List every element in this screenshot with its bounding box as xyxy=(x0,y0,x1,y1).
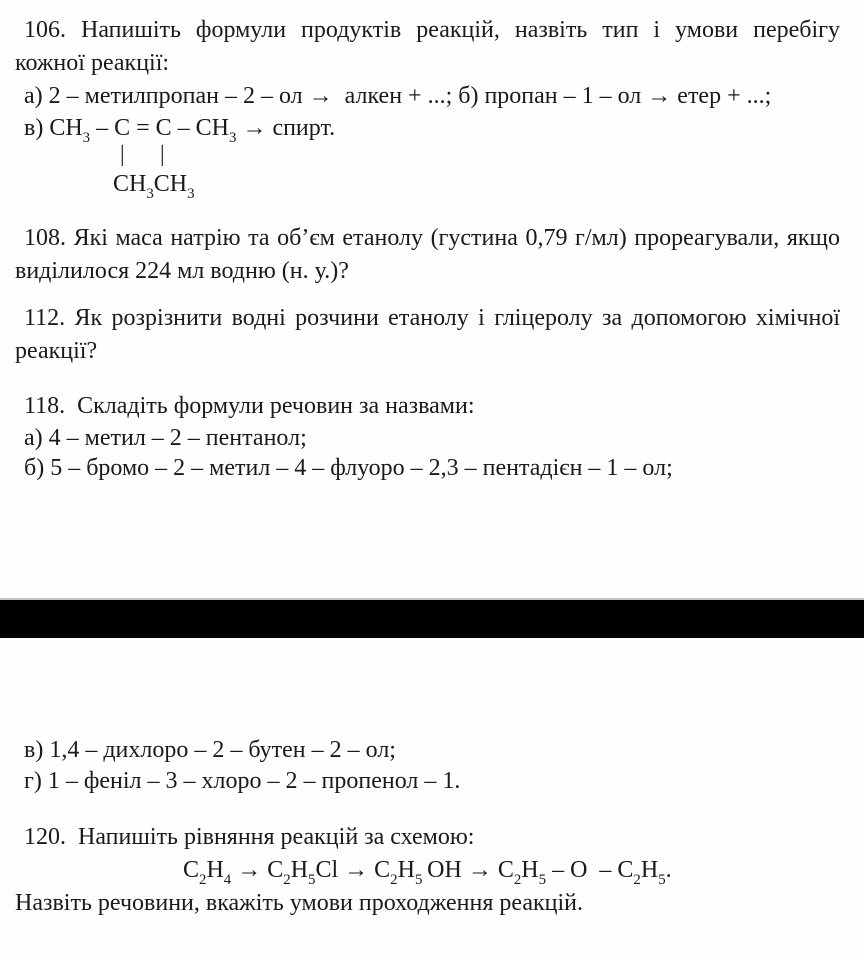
structural-formula-bonds xyxy=(15,143,840,169)
problem-118-item-b: б) 5 – бромо – 2 – метил – 4 – флуоро – 2,3 – пентадієн – 1 – ол; xyxy=(24,455,673,481)
problem-118-heading: 118. Складіть формули речовин за назвами: xyxy=(24,393,475,419)
problem-106-item-a-b: а) 2 – метилпропан – 2 – ол → алкен + ...; б) пропан – 1 – ол → етер + ...; xyxy=(24,83,772,109)
problem-112-line-1: 112. Як розрізнити водні розчини етанолу і гліцеролу за допомогою хімічної xyxy=(24,305,840,331)
problem-108-line-2: виділилося 224 мл водню (н. у.)? xyxy=(15,258,349,284)
bond-line-right: | xyxy=(160,141,165,166)
problem-108-line-1: 108. Які маса натрію та об’єм етанолу (густина 0,79 г/мл) прореагували, якщо xyxy=(24,225,840,251)
structural-formula-substituents: $CH_3CH_3$ xyxy=(113,171,195,202)
problem-118-item-v: в) 1,4 – дихлоро – 2 – бутен – 2 – ол; xyxy=(24,737,396,763)
problem-112-line-2: реакції? xyxy=(15,338,98,364)
problem-106-item-v-formula: в) $CH_3 - C = C - CH_3$ → спирт. xyxy=(24,115,336,146)
problem-120-tail: Назвіть речовини, вкажіть умови проходження реакцій. xyxy=(15,890,584,916)
problem-118-item-g: г) 1 – феніл – 3 – хлоро – 2 – пропенол – 1. xyxy=(24,768,461,794)
problem-118-item-a: а) 4 – метил – 2 – пентанол; xyxy=(24,425,307,451)
redaction-bar xyxy=(0,598,864,638)
problem-106-line-1: 106. Напишіть формули продуктів реакцій, назвіть тип і умови перебігу xyxy=(24,17,840,43)
problem-106-line-2: кожної реакції: xyxy=(15,50,170,76)
bond-line-left: | xyxy=(120,141,125,166)
problem-120-reaction-scheme: $C_2H_4 \to C_2H_5Cl \to C_2H_5$ OH → $C_2H_5$ – O – $C_2H_5$. xyxy=(183,857,672,888)
problem-120-heading: 120. Напишіть рівняння реакцій за схемою: xyxy=(24,824,475,850)
